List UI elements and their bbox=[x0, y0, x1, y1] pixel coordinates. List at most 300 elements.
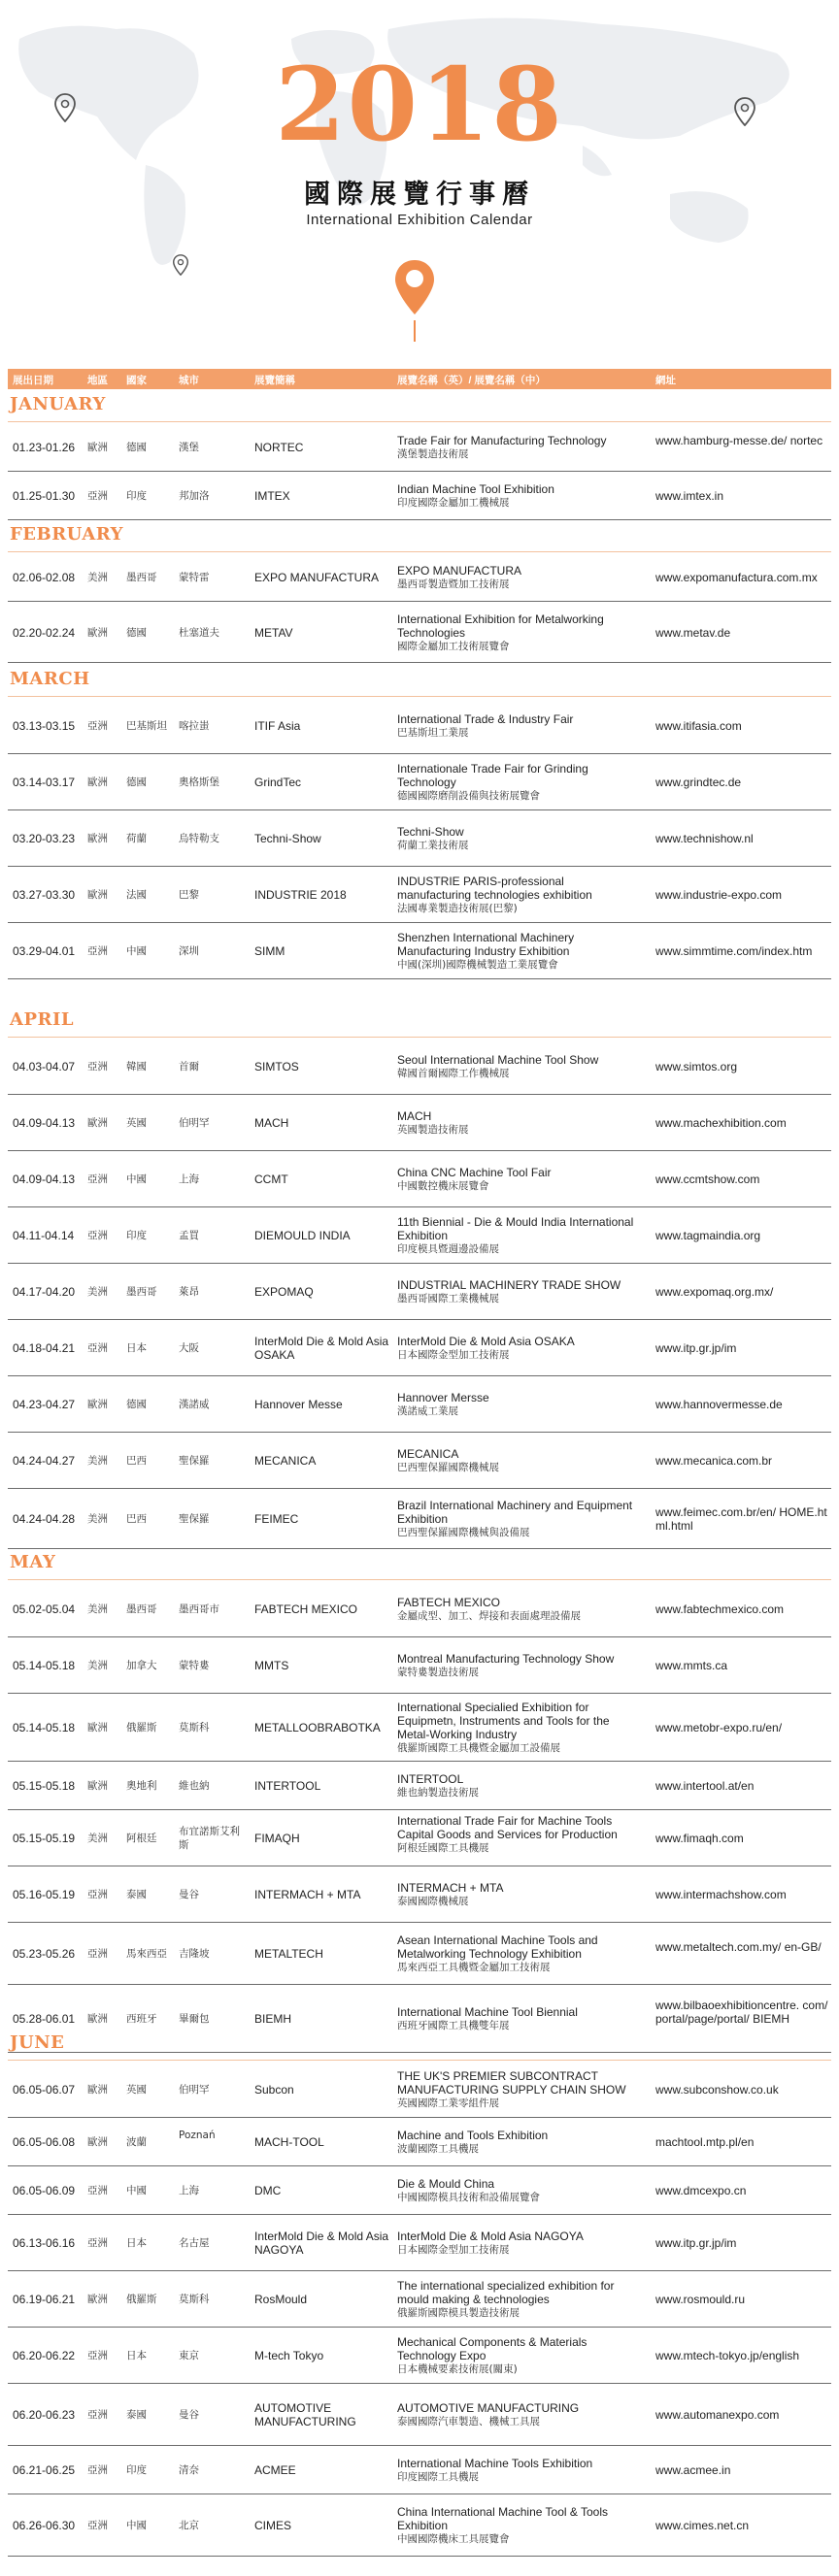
exhibition-name-zh: 法國專業製造技術展(巴黎) bbox=[397, 903, 518, 914]
cell-abbr: EXPOMAQ bbox=[254, 1285, 314, 1299]
exhibition-name-zh: 墨西哥國際工業機械展 bbox=[397, 1293, 499, 1305]
cell-country: 墨西哥 bbox=[126, 572, 157, 583]
table-row bbox=[8, 1320, 831, 1376]
exhibition-name-zh: 俄羅斯國際工具機暨金屬加工設備展 bbox=[397, 1742, 560, 1754]
cell-exhibition-name bbox=[397, 1391, 638, 1418]
cell-url[interactable]: www.intertool.at/en bbox=[655, 1779, 755, 1793]
cell-city: 曼谷 bbox=[179, 1889, 199, 1900]
table-row bbox=[8, 1039, 831, 1095]
cell-url[interactable]: www.intermachshow.com bbox=[655, 1888, 787, 1901]
month-divider bbox=[8, 1037, 831, 1038]
cell-abbr: DMC bbox=[254, 2184, 282, 2197]
cell-country: 中國 bbox=[126, 1173, 147, 1185]
pin-stem bbox=[414, 320, 416, 342]
hero-header bbox=[0, 0, 839, 369]
table-row bbox=[8, 1151, 831, 1207]
cell-url[interactable]: www.fabtechmexico.com bbox=[655, 1602, 785, 1616]
col-date: 展出日期 bbox=[13, 375, 53, 386]
cell-date: 01.25-01.30 bbox=[13, 489, 76, 503]
cell-city: 清奈 bbox=[179, 2464, 199, 2476]
cell-country: 波蘭 bbox=[126, 2136, 147, 2148]
exhibition-name-en: InterMold Die & Mold Asia NAGOYA bbox=[397, 2229, 584, 2243]
cell-url[interactable]: www.acmee.in bbox=[655, 2463, 731, 2477]
table-row bbox=[8, 2328, 831, 2384]
cell-country: 中國 bbox=[126, 2520, 147, 2531]
cell-abbr: MACH-TOOL bbox=[254, 2135, 324, 2149]
calendar-title-en: International Exhibition Calendar bbox=[306, 212, 533, 228]
cell-date: 05.15-05.19 bbox=[13, 1832, 76, 1845]
cell-city: 杜塞道夫 bbox=[179, 627, 219, 639]
cell-url[interactable]: www.dmcexpo.cn bbox=[655, 2184, 747, 2197]
cell-exhibition-name bbox=[397, 1596, 638, 1623]
cell-date: 05.14-05.18 bbox=[13, 1659, 76, 1672]
table-row bbox=[8, 1489, 831, 1549]
calendar-title-zh: 國際展覽行事曆 bbox=[304, 180, 535, 210]
cell-region: 歐洲 bbox=[87, 1399, 108, 1410]
cell-city: 上海 bbox=[179, 2185, 199, 2196]
cell-region: 亞洲 bbox=[87, 2350, 108, 2361]
cell-date: 06.20-06.23 bbox=[13, 2408, 76, 2422]
cell-city: 北京 bbox=[179, 2520, 199, 2531]
cell-city: 伯明罕 bbox=[179, 1117, 210, 1129]
exhibition-name-en: International Trade & Industry Fair bbox=[397, 712, 574, 726]
table-row bbox=[8, 1207, 831, 1264]
cell-exhibition-name bbox=[397, 2279, 638, 2320]
month-divider bbox=[8, 2060, 831, 2061]
cell-date: 04.09-04.13 bbox=[13, 1172, 76, 1186]
cell-exhibition-name bbox=[397, 1278, 638, 1305]
exhibition-name-zh: 巴基斯坦工業展 bbox=[397, 727, 469, 739]
cell-country: 德國 bbox=[126, 442, 147, 453]
table-row bbox=[8, 698, 831, 754]
cell-date: 04.24-04.28 bbox=[13, 1512, 76, 1526]
cell-url[interactable]: www.itp.gr.jp/im bbox=[655, 2236, 737, 2250]
cell-region: 亞洲 bbox=[87, 2237, 108, 2249]
month-heading: JANUARY bbox=[10, 394, 106, 414]
cell-abbr: CCMT bbox=[254, 1172, 288, 1186]
exhibition-name-zh: 日本機械要素技術展(關東) bbox=[397, 2363, 518, 2375]
cell-exhibition-name bbox=[397, 1772, 638, 1800]
table-row bbox=[8, 923, 831, 979]
exhibition-name-en: MACH bbox=[397, 1109, 432, 1123]
cell-city: 聖保羅 bbox=[179, 1455, 210, 1467]
exhibition-name-zh: 俄羅斯國際模具製造技術展 bbox=[397, 2307, 520, 2319]
exhibition-name-zh: 中國(深圳)國際機械製造工業展覽會 bbox=[397, 959, 558, 971]
cell-region: 亞洲 bbox=[87, 1889, 108, 1900]
cell-date: 06.21-06.25 bbox=[13, 2463, 76, 2477]
cell-date: 06.19-06.21 bbox=[13, 2293, 76, 2306]
exhibition-name-zh: 漢堡製造技術展 bbox=[397, 448, 469, 460]
exhibition-name-en: FABTECH MEXICO bbox=[397, 1596, 501, 1609]
exhibition-name-en: International Specialied Exhibition for Equipmetn, Instruments and Tools for the Metal-Working Industry bbox=[397, 1701, 610, 1741]
table-row bbox=[8, 1985, 831, 2053]
cell-abbr: FIMAQH bbox=[254, 1832, 300, 1845]
exhibition-name-en: China International Machine Tool & Tools Exhibition bbox=[397, 2505, 609, 2532]
cell-region: 美洲 bbox=[87, 1660, 108, 1671]
cell-region: 美洲 bbox=[87, 572, 108, 583]
cell-country: 日本 bbox=[126, 1342, 147, 1354]
cell-region: 歐洲 bbox=[87, 833, 108, 844]
cell-date: 06.26-06.30 bbox=[13, 2519, 76, 2532]
cell-abbr: INTERMACH + MTA bbox=[254, 1888, 361, 1901]
cell-country: 奧地利 bbox=[126, 1780, 157, 1792]
cell-city: 畢爾包 bbox=[179, 2013, 210, 2025]
exhibition-name-en: The international specialized exhibition for mould making & technologies bbox=[397, 2279, 615, 2306]
cell-date: 04.11-04.14 bbox=[13, 1229, 75, 1242]
table-row bbox=[8, 1866, 831, 1923]
cell-region: 歐洲 bbox=[87, 1117, 108, 1129]
cell-country: 泰國 bbox=[126, 1889, 147, 1900]
exhibition-name-en: International Machine Tool Biennial bbox=[397, 2005, 578, 2019]
exhibition-name-en: International Exhibition for Metalworking Technologies bbox=[397, 612, 604, 640]
col-city: 城市 bbox=[179, 375, 199, 386]
cell-url[interactable]: www.mmts.ca bbox=[655, 1659, 728, 1672]
cell-city: 莫斯科 bbox=[179, 2294, 210, 2305]
cell-date: 06.05-06.08 bbox=[13, 2135, 76, 2149]
cell-city: 大阪 bbox=[179, 1342, 199, 1354]
cell-url[interactable]: www.feimec.com.br/en/ HOME.html.html bbox=[655, 1505, 827, 1533]
exhibition-name-zh: 日本國際金型加工技術展 bbox=[397, 1349, 510, 1361]
table-row bbox=[8, 1694, 831, 1762]
cell-city: 巴黎 bbox=[179, 889, 199, 901]
cell-region: 亞洲 bbox=[87, 720, 108, 732]
calendar-year: 2018 bbox=[275, 45, 564, 164]
exhibition-name-en: THE UK'S PREMIER SUBCONTRACT MANUFACTURING SUPPLY CHAIN SHOW bbox=[397, 2069, 626, 2097]
location-pin-icon bbox=[393, 258, 436, 316]
cell-country: 西班牙 bbox=[126, 2013, 157, 2025]
cell-exhibition-name bbox=[397, 1933, 638, 1974]
month-heading: JUNE bbox=[10, 2032, 65, 2053]
exhibition-name-zh: 金屬成型、加工、焊接和表面處理設備展 bbox=[397, 1610, 581, 1622]
exhibition-name-en: China CNC Machine Tool Fair bbox=[397, 1166, 552, 1179]
cell-url[interactable]: www.metav.de bbox=[655, 626, 731, 640]
exhibition-name-zh: 印度國際工具機展 bbox=[397, 2471, 479, 2483]
cell-date: 03.27-03.30 bbox=[13, 888, 76, 902]
exhibition-name-zh: 英國國際工業零組件展 bbox=[397, 2097, 499, 2109]
table-row bbox=[8, 2062, 831, 2118]
cell-url[interactable]: www.industrie-expo.com bbox=[655, 888, 783, 902]
cell-city: 維也納 bbox=[179, 1780, 210, 1792]
cell-url[interactable]: www.metaltech.com.my/ en-GB/ bbox=[655, 1940, 822, 1954]
cell-url[interactable]: www.rosmould.ru bbox=[655, 2293, 746, 2306]
month-heading: MARCH bbox=[10, 669, 90, 689]
cell-country: 日本 bbox=[126, 2237, 147, 2249]
cell-date: 05.23-05.26 bbox=[13, 1947, 76, 1961]
table-row bbox=[8, 1095, 831, 1151]
cell-region: 亞洲 bbox=[87, 1230, 108, 1241]
cell-abbr: ITIF Asia bbox=[254, 719, 301, 733]
cell-exhibition-name bbox=[397, 1701, 638, 1755]
cell-country: 英國 bbox=[126, 2084, 147, 2096]
cell-abbr: MACH bbox=[254, 1116, 289, 1130]
cell-country: 墨西哥 bbox=[126, 1286, 157, 1298]
exhibition-name-en: INDUSTRIAL MACHINERY TRADE SHOW bbox=[397, 1278, 621, 1292]
exhibition-name-zh: 印度模具暨週邊設備展 bbox=[397, 1243, 499, 1255]
cell-url[interactable]: www.mecanica.com.br bbox=[655, 1454, 773, 1468]
cell-abbr: ACMEE bbox=[254, 2463, 296, 2477]
cell-url[interactable]: www.metobr-expo.ru/en/ bbox=[655, 1721, 783, 1734]
cell-exhibition-name bbox=[397, 875, 638, 915]
table-row bbox=[8, 423, 831, 472]
cell-region: 歐洲 bbox=[87, 2136, 108, 2148]
col-country: 國家 bbox=[126, 375, 147, 386]
cell-date: 04.17-04.20 bbox=[13, 1285, 76, 1299]
cell-country: 印度 bbox=[126, 1230, 147, 1241]
cell-city: 漢諾威 bbox=[179, 1399, 210, 1410]
cell-date: 02.06-02.08 bbox=[13, 571, 76, 584]
cell-country: 中國 bbox=[126, 945, 147, 957]
cell-abbr: INTERTOOL bbox=[254, 1779, 321, 1793]
exhibition-name-en: EXPO MANUFACTURA bbox=[397, 564, 522, 578]
exhibition-name-zh: 英國製造技術展 bbox=[397, 1124, 469, 1136]
cell-url[interactable]: www.expomaq.org.mx/ bbox=[655, 1285, 774, 1299]
month-divider bbox=[8, 421, 831, 422]
table-row bbox=[8, 2215, 831, 2271]
cell-exhibition-name bbox=[397, 825, 638, 852]
table-row bbox=[8, 1923, 831, 1985]
cell-city: 布宜諾斯艾利斯 bbox=[179, 1826, 240, 1851]
exhibition-name-en: Shenzhen International Machinery Manufacturing Industry Exhibition bbox=[397, 931, 575, 958]
cell-abbr: GrindTec bbox=[254, 776, 302, 789]
cell-city: 深圳 bbox=[179, 945, 199, 957]
cell-exhibition-name bbox=[397, 712, 638, 740]
cell-region: 亞洲 bbox=[87, 2409, 108, 2421]
table-row bbox=[8, 1762, 831, 1810]
cell-url[interactable]: www.itp.gr.jp/im bbox=[655, 1341, 737, 1355]
cell-exhibition-name bbox=[397, 1881, 638, 1908]
cell-city: 奧格斯堡 bbox=[179, 776, 219, 788]
exhibition-name-en: Hannover Mersse bbox=[397, 1391, 489, 1404]
cell-region: 亞洲 bbox=[87, 945, 108, 957]
cell-region: 美洲 bbox=[87, 1513, 108, 1525]
table-row bbox=[8, 810, 831, 867]
exhibition-name-en: Techni-Show bbox=[397, 825, 464, 839]
cell-region: 歐洲 bbox=[87, 2013, 108, 2025]
cell-abbr: MMTS bbox=[254, 1659, 289, 1672]
cell-url[interactable]: www.technishow.nl bbox=[655, 832, 754, 845]
cell-region: 亞洲 bbox=[87, 2520, 108, 2531]
exhibition-name-en: International Machine Tools Exhibition bbox=[397, 2457, 593, 2470]
exhibition-name-en: 11th Biennial - Die & Mould India International Exhibition bbox=[397, 1215, 634, 1242]
cell-city: 東京 bbox=[179, 2350, 199, 2361]
exhibition-name-zh: 西班牙國際工具機雙年展 bbox=[397, 2020, 510, 2031]
cell-exhibition-name bbox=[397, 1166, 638, 1193]
cell-url[interactable]: www.mtech-tokyo.jp/english bbox=[655, 2349, 800, 2362]
cell-exhibition-name bbox=[397, 1814, 638, 1855]
cell-region: 歐洲 bbox=[87, 1722, 108, 1734]
month-heading: APRIL bbox=[10, 1009, 75, 1030]
cell-url[interactable]: www.hannovermesse.de bbox=[655, 1398, 783, 1411]
cell-abbr: FABTECH MEXICO bbox=[254, 1602, 358, 1616]
cell-abbr: FEIMEC bbox=[254, 1512, 299, 1526]
exhibition-name-en: Asean International Machine Tools and Metalworking Technology Exhibition bbox=[397, 1933, 598, 1961]
cell-url[interactable]: www.ccmtshow.com bbox=[655, 1172, 760, 1186]
exhibition-name-en: INTERMACH + MTA bbox=[397, 1881, 504, 1895]
cell-date: 05.15-05.18 bbox=[13, 1779, 76, 1793]
cell-region: 歐洲 bbox=[87, 1780, 108, 1792]
table-row bbox=[8, 754, 831, 810]
cell-country: 中國 bbox=[126, 2185, 147, 2196]
cell-region: 歐洲 bbox=[87, 889, 108, 901]
cell-exhibition-name bbox=[397, 434, 638, 461]
exhibition-name-zh: 泰國國際機械展 bbox=[397, 1896, 469, 1907]
cell-region: 美洲 bbox=[87, 1455, 108, 1467]
cell-country: 印度 bbox=[126, 490, 147, 502]
exhibition-name-zh: 馬來西亞工具機暨金屬加工技術展 bbox=[397, 1962, 551, 1973]
cell-region: 歐洲 bbox=[87, 2294, 108, 2305]
exhibition-name-en: Seoul International Machine Tool Show bbox=[397, 1053, 599, 1067]
cell-region: 亞洲 bbox=[87, 490, 108, 502]
exhibition-name-zh: 中國國際模具技術和設備展覽會 bbox=[397, 2192, 540, 2203]
cell-country: 荷蘭 bbox=[126, 833, 147, 844]
exhibition-name-zh: 泰國國際汽車製造、機械工具展 bbox=[397, 2416, 540, 2427]
cell-exhibition-name bbox=[397, 1109, 638, 1137]
table-row bbox=[8, 2494, 831, 2557]
cell-abbr: AUTOMOTIVE MANUFACTURING bbox=[254, 2401, 356, 2428]
cell-country: 法國 bbox=[126, 889, 147, 901]
cell-date: 02.20-02.24 bbox=[13, 626, 76, 640]
cell-url[interactable]: www.simtos.org bbox=[655, 1060, 738, 1073]
cell-exhibition-name bbox=[397, 2229, 638, 2257]
cell-abbr: METAV bbox=[254, 626, 293, 640]
cell-country: 德國 bbox=[126, 1399, 147, 1410]
cell-url[interactable]: www.bilbaoexhibitioncentre. com/portal/page/portal/ BIEMH bbox=[655, 1998, 828, 2026]
cell-exhibition-name bbox=[397, 1215, 638, 1256]
table-row bbox=[8, 1810, 831, 1866]
table-row bbox=[8, 2166, 831, 2215]
cell-country: 俄羅斯 bbox=[126, 1722, 157, 1734]
cell-url[interactable]: www.grindtec.de bbox=[655, 776, 742, 789]
cell-region: 歐洲 bbox=[87, 442, 108, 453]
table-row bbox=[8, 1264, 831, 1320]
cell-city: 蒙特婁 bbox=[179, 1660, 210, 1671]
cell-country: 加拿大 bbox=[126, 1660, 157, 1671]
cell-exhibition-name bbox=[397, 1499, 638, 1539]
cell-url[interactable]: www.fimaqh.com bbox=[655, 1832, 744, 1845]
cell-exhibition-name bbox=[397, 2401, 638, 2428]
month-divider bbox=[8, 551, 831, 552]
cell-abbr: BIEMH bbox=[254, 2012, 292, 2026]
exhibition-name-zh: 國際金屬加工技術展覽會 bbox=[397, 641, 510, 652]
cell-date: 06.13-06.16 bbox=[13, 2236, 76, 2250]
cell-url[interactable]: machtool.mtp.pl/en bbox=[655, 2135, 755, 2149]
cell-abbr: M-tech Tokyo bbox=[254, 2349, 324, 2362]
cell-exhibition-name bbox=[397, 612, 638, 653]
exhibition-name-zh: 德國國際磨削設備與技術展覽會 bbox=[397, 790, 540, 802]
table-row bbox=[8, 602, 831, 663]
exhibition-name-zh: 維也納製造技術展 bbox=[397, 1787, 479, 1799]
cell-date: 03.13-03.15 bbox=[13, 719, 76, 733]
col-url: 網址 bbox=[655, 375, 676, 386]
cell-url[interactable]: www.subconshow.co.uk bbox=[655, 2083, 779, 2097]
cell-url[interactable]: www.machexhibition.com bbox=[655, 1116, 787, 1130]
cell-abbr: InterMold Die & Mold Asia NAGOYA bbox=[254, 2229, 389, 2257]
table-row bbox=[8, 2446, 831, 2494]
cell-region: 亞洲 bbox=[87, 1173, 108, 1185]
cell-city: 聖保羅 bbox=[179, 1513, 210, 1525]
cell-country: 巴基斯坦 bbox=[126, 720, 167, 732]
cell-date: 05.28-06.01 bbox=[13, 2012, 76, 2026]
exhibition-name-zh: 巴西聖保羅國際機械展 bbox=[397, 1462, 499, 1473]
cell-city: 蒙特雷 bbox=[179, 572, 210, 583]
cell-abbr: InterMold Die & Mold Asia OSAKA bbox=[254, 1335, 389, 1362]
cell-abbr: IMTEX bbox=[254, 489, 290, 503]
cell-city: 萊昂 bbox=[179, 1286, 199, 1298]
cell-exhibition-name bbox=[397, 2505, 638, 2546]
cell-abbr: NORTEC bbox=[254, 441, 304, 454]
cell-exhibition-name bbox=[397, 762, 638, 803]
cell-url[interactable]: www.imtex.in bbox=[655, 489, 724, 503]
exhibition-name-zh: 漢諾威工業展 bbox=[397, 1405, 458, 1417]
cell-city: 首爾 bbox=[179, 1061, 199, 1073]
cell-url[interactable]: www.expomanufactura.com.mx bbox=[655, 571, 818, 584]
cell-abbr: Hannover Messe bbox=[254, 1398, 343, 1411]
cell-abbr: METALLOOBRABOTKA bbox=[254, 1721, 381, 1734]
cell-url[interactable]: www.automanexpo.com bbox=[655, 2408, 780, 2422]
cell-abbr: Subcon bbox=[254, 2083, 294, 2097]
exhibition-name-en: InterMold Die & Mold Asia OSAKA bbox=[397, 1335, 575, 1348]
cell-country: 泰國 bbox=[126, 2409, 147, 2421]
exhibition-name-en: AUTOMOTIVE MANUFACTURING bbox=[397, 2401, 580, 2415]
cell-country: 印度 bbox=[126, 2464, 147, 2476]
cell-country: 巴西 bbox=[126, 1513, 147, 1525]
cell-url[interactable]: www.tagmaindia.org bbox=[655, 1229, 761, 1242]
month-heading: FEBRUARY bbox=[10, 524, 124, 545]
cell-exhibition-name bbox=[397, 931, 638, 972]
cell-url[interactable]: www.cimes.net.cn bbox=[655, 2519, 750, 2532]
cell-abbr: SIMM bbox=[254, 944, 285, 958]
cell-abbr: EXPO MANUFACTURA bbox=[254, 571, 380, 584]
cell-url[interactable]: www.simmtime.com/index.htm bbox=[655, 944, 813, 958]
cell-abbr: INDUSTRIE 2018 bbox=[254, 888, 347, 902]
cell-date: 04.03-04.07 bbox=[13, 1060, 76, 1073]
cell-date: 05.16-05.19 bbox=[13, 1888, 76, 1901]
map-pin-icon bbox=[173, 254, 188, 276]
cell-abbr: METALTECH bbox=[254, 1947, 323, 1961]
cell-city: 上海 bbox=[179, 1173, 199, 1185]
col-abbr: 展覽簡稱 bbox=[254, 375, 295, 386]
col-region: 地區 bbox=[87, 375, 108, 386]
cell-city: 邦加洛 bbox=[179, 490, 210, 502]
cell-exhibition-name bbox=[397, 2177, 638, 2204]
cell-exhibition-name bbox=[397, 1053, 638, 1080]
cell-exhibition-name bbox=[397, 482, 638, 510]
table-row bbox=[8, 553, 831, 602]
cell-region: 亞洲 bbox=[87, 1061, 108, 1073]
cell-exhibition-name bbox=[397, 2335, 638, 2376]
cell-region: 美洲 bbox=[87, 1603, 108, 1615]
cell-url[interactable]: www.itifasia.com bbox=[655, 719, 742, 733]
cell-city: 名古屋 bbox=[179, 2237, 210, 2249]
cell-date: 06.05-06.09 bbox=[13, 2184, 76, 2197]
cell-country: 墨西哥 bbox=[126, 1603, 157, 1615]
month-divider bbox=[8, 1579, 831, 1580]
exhibition-name-en: International Trade Fair for Machine Tools Capital Goods and Services for Production bbox=[397, 1814, 618, 1841]
cell-url[interactable]: www.hamburg-messe.de/ nortec bbox=[655, 434, 823, 447]
cell-city: 喀拉蚩 bbox=[179, 720, 210, 732]
cell-abbr: MECANICA bbox=[254, 1454, 317, 1468]
cell-region: 歐洲 bbox=[87, 776, 108, 788]
month-heading: MAY bbox=[10, 1552, 56, 1572]
cell-country: 德國 bbox=[126, 776, 147, 788]
table-row bbox=[8, 2118, 831, 2166]
cell-date: 04.24-04.27 bbox=[13, 1454, 76, 1468]
cell-exhibition-name bbox=[397, 1335, 638, 1362]
cell-country: 巴西 bbox=[126, 1455, 147, 1467]
cell-region: 亞洲 bbox=[87, 2464, 108, 2476]
cell-date: 06.05-06.07 bbox=[13, 2083, 76, 2097]
exhibition-name-zh: 波蘭國際工具機展 bbox=[397, 2143, 479, 2155]
